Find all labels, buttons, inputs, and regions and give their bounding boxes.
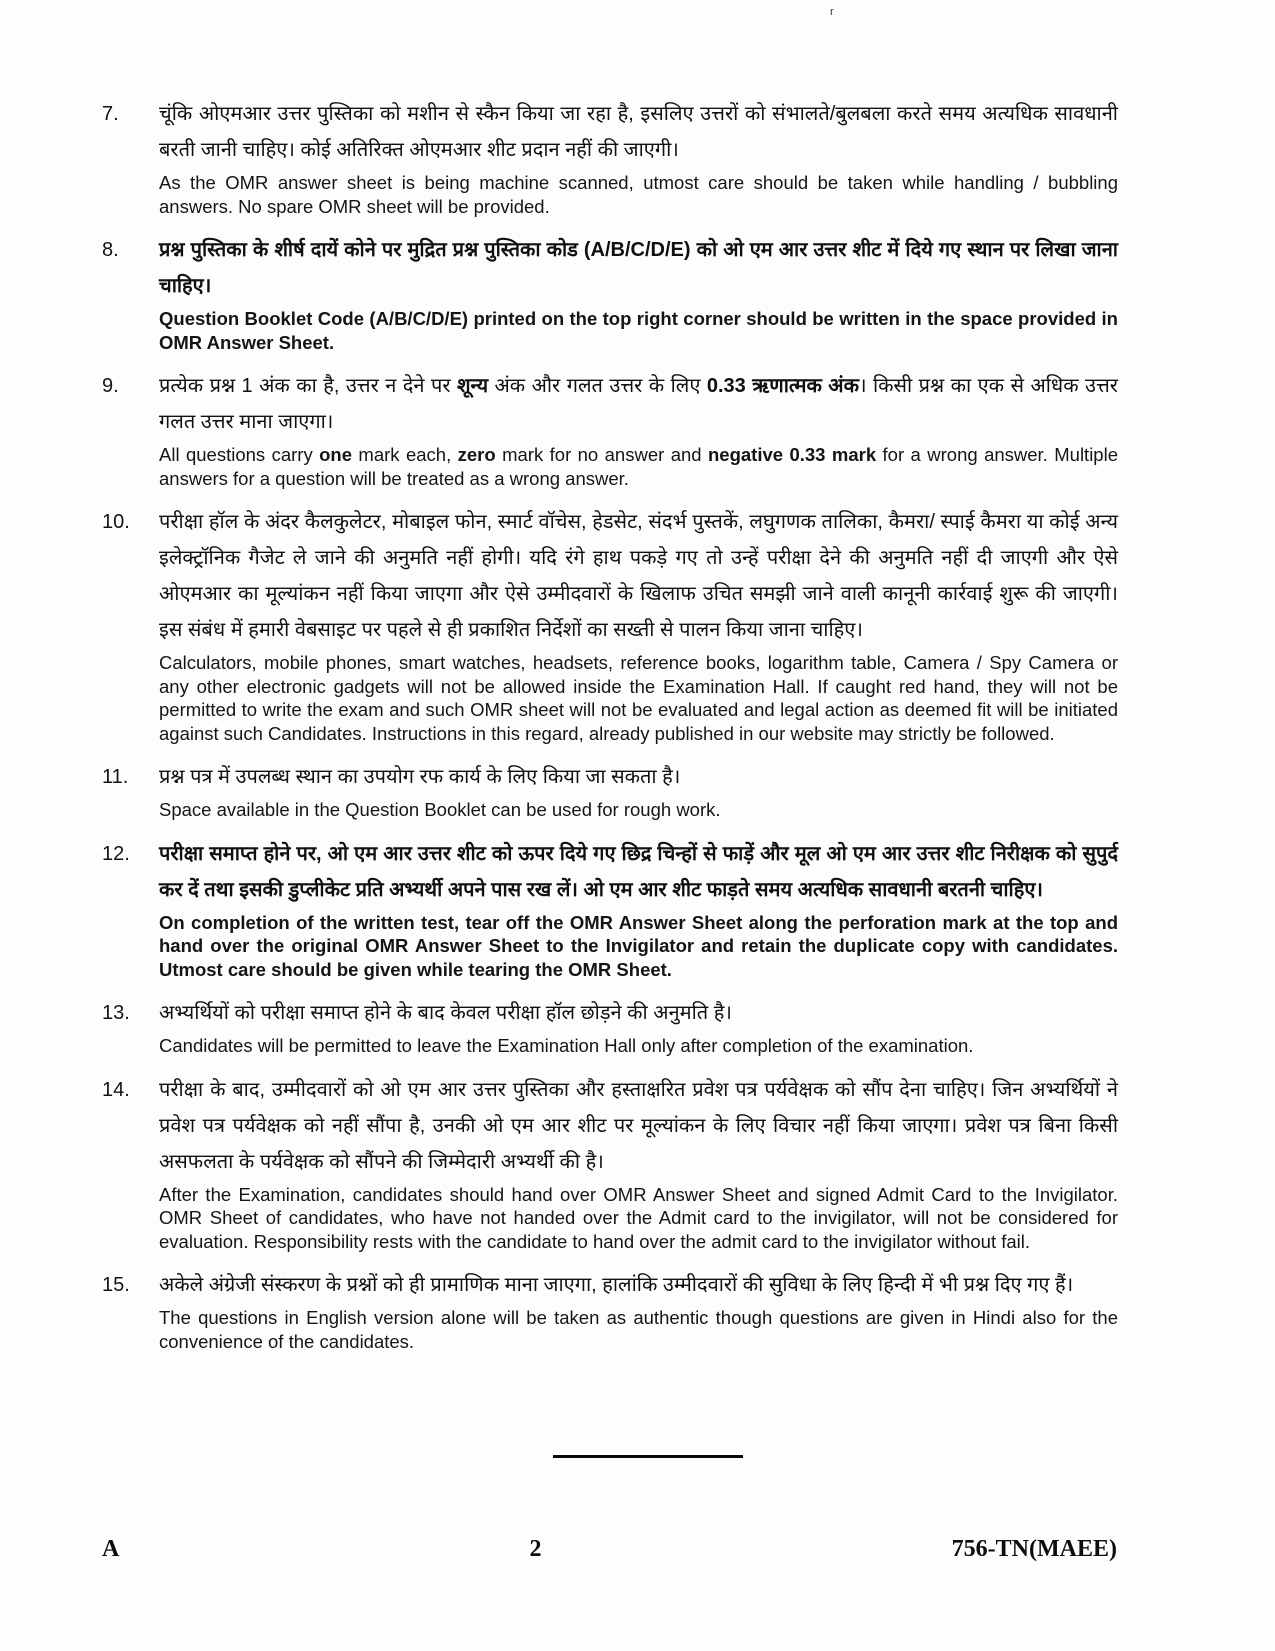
instruction-item-10 xyxy=(102,504,1118,745)
english-text: Candidates will be permitted to leave the Examination Hall only after completion of the examination. xyxy=(159,1035,974,1056)
english-text: Calculators, mobile phones, smart watches, headsets, reference books, logarithm table, Camera / Spy Camera or any other electronic gadgets will not be allowed inside the Examination Hall. If caught red hand, they will not be permitted to write the exam and such OMR sheet will not be evaluated and legal action as deemed fit will be initiated against such Candidates. Instructions in this regard, already published in our website may strictly be followed. xyxy=(159,652,1118,744)
item-number: 8. xyxy=(102,239,119,261)
instruction-item-8 xyxy=(102,232,1118,354)
document-code: 756-TN(MAEE) xyxy=(951,1536,1117,1562)
item-number: 7. xyxy=(102,103,119,125)
instruction-item-15 xyxy=(102,1267,1118,1353)
hindi-text: प्रश्न पुस्तिका के शीर्ष दायें कोने पर मुद्रित प्रश्न पुस्तिका कोड (A/B/C/D/E) को ओ एम आर उत्तर शीट में दिये गए स्थान पर लिखा जाना चाहिए। xyxy=(159,239,1118,297)
item-number: 15. xyxy=(102,1274,130,1296)
english-text: Question Booklet Code (A/B/C/D/E) printed on the top right corner should be written in the space provided in OMR Answer Sheet. xyxy=(159,308,1118,353)
english-text: All questions carry one mark each, zero mark for no answer and negative 0.33 mark for a wrong answer. Multiple answers for a question will be treated as a wrong answer. xyxy=(159,444,1118,489)
page-footer xyxy=(102,1536,1117,1563)
english-text: After the Examination, candidates should hand over OMR Answer Sheet and signed Admit Card to the Invigilator. OMR Sheet of candidates, who have not handed over the Admit card to the invigilator, will not be considered for evaluation. Responsibility rests with the candidate to hand over the admit card to the invigilator without fail. xyxy=(159,1183,1118,1252)
instruction-item-11 xyxy=(102,759,1118,822)
english-text: As the OMR answer sheet is being machine scanned, utmost care should be taken while handling / bubbling answers. No spare OMR sheet will be provided. xyxy=(159,172,1118,217)
hindi-text: अभ्यर्थियों को परीक्षा समाप्त होने के बाद केवल परीक्षा हॉल छोड़ने की अनुमति है। xyxy=(159,1002,732,1024)
item-number: 9. xyxy=(102,375,119,397)
item-number: 14. xyxy=(102,1078,130,1101)
hindi-text: प्रत्येक प्रश्न 1 अंक का है, उत्तर न देने पर शून्य अंक और गलत उत्तर के लिए 0.33 ऋणात्मक अंक। किसी प्रश्न का एक से अधिक उत्तर गलत उत्तर माना जाएगा। xyxy=(159,375,1118,433)
booklet-code: A xyxy=(102,1536,120,1562)
english-text: The questions in English version alone will be taken as authentic though questions are given in Hindi also for the convenience of the candidates. xyxy=(159,1307,1118,1352)
item-number: 12. xyxy=(102,842,130,865)
instruction-item-13 xyxy=(102,995,1118,1058)
hindi-text: प्रश्न पत्र में उपलब्ध स्थान का उपयोग रफ कार्य के लिए किया जा सकता है। xyxy=(159,766,681,788)
section-divider-rule xyxy=(553,1455,743,1458)
english-text: On completion of the written test, tear off the OMR Answer Sheet along the perforation mark at the top and hand over the original OMR Answer Sheet to the Invigilator and retain the duplicate copy with candidates. Utmost care should be given while tearing the OMR Sheet. xyxy=(159,911,1118,980)
instruction-item-7 xyxy=(102,96,1118,218)
english-text: Space available in the Question Booklet can be used for rough work. xyxy=(159,799,721,820)
hindi-text: परीक्षा के बाद, उम्मीदवारों को ओ एम आर उत्तर पुस्तिका और हस्ताक्षरित प्रवेश पत्र पर्यवेक्षक को सौंप देना चाहिए। जिन अभ्यर्थियों ने प्रवेश पत्र पर्यवेक्षक को नहीं सौंपा है, उनकी ओ एम आर शीट पर मूल्यांकन के लिए विचार नहीं किया जाएगा। प्रवेश पत्र बिना किसी असफलता के पर्यवेक्षक को सौंपने की जिम्मेदारी अभ्यर्थी की है। xyxy=(159,1078,1118,1173)
hindi-text: अकेले अंग्रेजी संस्करण के प्रश्नों को ही प्रामाणिक माना जाएगा, हालांकि उम्मीदवारों की सुविधा के लिए हिन्दी में भी प्रश्न दिए गए हैं। xyxy=(159,1274,1074,1296)
page-number: 2 xyxy=(529,1536,542,1562)
scan-artifact-mark: r xyxy=(830,6,834,18)
hindi-text: परीक्षा समाप्त होने पर, ओ एम आर उत्तर शीट को ऊपर दिये गए छिद्र चिन्हों से फाड़ें और मूल ओ एम आर उत्तर शीट निरीक्षक को सुपुर्द कर दें तथा इसकी डुप्लीकेट प्रति अभ्यर्थी अपने पास रख लें। ओ एम आर शीट फाड़ते समय अत्यधिक सावधानी बरतनी चाहिए। xyxy=(159,842,1118,901)
item-number: 11. xyxy=(102,766,129,788)
hindi-text: परीक्षा हॉल के अंदर कैलकुलेटर, मोबाइल फोन, स्मार्ट वॉचेस, हेडसेट, संदर्भ पुस्तकें, लघुगणक तालिका, कैमरा/ स्पाई कैमरा या कोई अन्य इलेक्ट्रॉनिक गैजेट ले जाने की अनुमति नहीं होगी। यदि रंगे हाथ पकड़े गए तो उन्हें परीक्षा देने की अनुमति नहीं दी जाएगी और ऐसे ओएमआर का मूल्यांकन नहीं किया जाएगा और ऐसे उम्मीदवारों के खिलाफ उचित समझी जाने वाली कानूनी कार्रवाई शुरू की जाएगी। इस संबंध में हमारी वेबसाइट पर पहले से ही प्रकाशित निर्देशों का सख्ती से पालन किया जाना चाहिए। xyxy=(159,511,1118,641)
item-number: 13. xyxy=(102,1002,130,1024)
instruction-item-14 xyxy=(102,1072,1118,1254)
item-number: 10. xyxy=(102,511,130,533)
instruction-item-12 xyxy=(102,836,1118,982)
instruction-item-9 xyxy=(102,368,1118,490)
hindi-text: चूंकि ओएमआर उत्तर पुस्तिका को मशीन से स्कैन किया जा रहा है, इसलिए उत्तरों को संभालते/बुलबला करते समय अत्यधिक सावधानी बरती जानी चाहिए। कोई अतिरिक्त ओएमआर शीट प्रदान नहीं की जाएगी। xyxy=(159,103,1118,161)
